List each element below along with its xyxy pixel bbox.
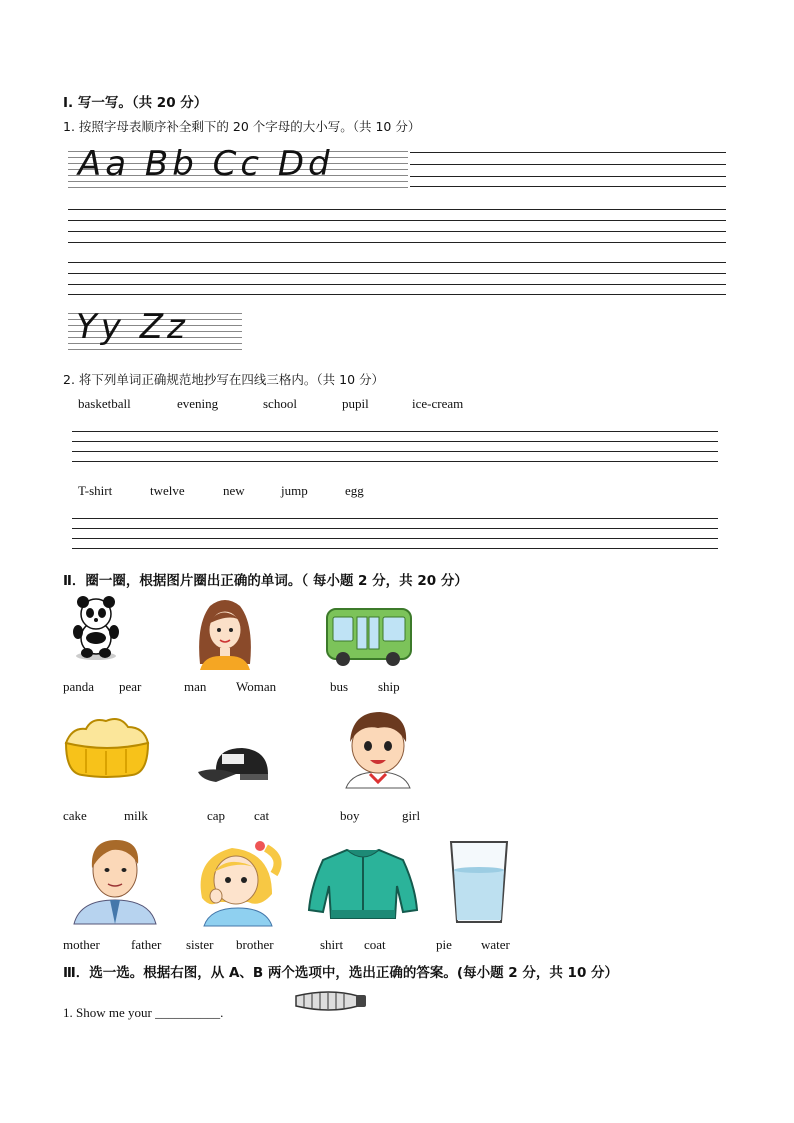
word-option[interactable]: father (131, 937, 162, 952)
section3-q1: 1. Show me your __________. (63, 1005, 224, 1020)
word-option[interactable]: cake (63, 808, 87, 823)
word-option[interactable]: mother (63, 937, 100, 952)
section2-title: Ⅱ．圈一圈，根据图片圈出正确的单词。（ 每小题 2 分，共 20 分） (63, 573, 468, 589)
word-option[interactable]: cat (254, 808, 270, 823)
word-item: egg (345, 483, 364, 498)
woman-icon (192, 594, 258, 670)
sample-letters-end-box (68, 307, 242, 350)
sample-letters-box (68, 144, 408, 188)
word-item: pupil (342, 396, 369, 411)
water-icon (447, 838, 511, 924)
word-item: T-shirt (78, 483, 113, 498)
word-option[interactable]: cap (207, 808, 226, 823)
cap-icon (196, 744, 270, 784)
word-item: basketball (78, 396, 131, 411)
sister-icon (188, 838, 288, 926)
father-icon (72, 834, 158, 924)
writing-lines-2b (72, 518, 718, 550)
coat-icon (307, 846, 419, 922)
word-item: school (263, 396, 297, 411)
watch-icon (292, 990, 368, 1012)
word-option[interactable]: sister (186, 937, 214, 952)
section1-title: I. 写一写。（共 20 分） (63, 95, 208, 111)
panda-icon (70, 596, 122, 662)
section1-q1: 1. 按照字母表顺序补全剩下的 20 个字母的大小写。（共 10 分） (63, 119, 421, 134)
word-option[interactable]: man (184, 679, 207, 694)
word-item: twelve (150, 483, 185, 498)
word-option[interactable]: pear (119, 679, 142, 694)
section1-q2: 2. 将下列单词正确规范地抄写在四线三格内。（共 10 分） (63, 372, 385, 387)
sample-letters-end: Yy Zz (76, 307, 189, 347)
section3-title: Ⅲ．选一选。根据右图，从 A、B 两个选项中，选出正确的答案。(每小题 2 分，共 10 分） (63, 965, 619, 981)
word-option[interactable]: bus (330, 679, 349, 694)
word-item: new (223, 483, 245, 498)
sample-letters-start: Aa Bb Cc Dd (78, 144, 334, 184)
word-item: evening (177, 396, 219, 411)
word-option[interactable]: girl (402, 808, 421, 823)
word-option[interactable]: pie (436, 937, 452, 952)
word-option[interactable]: ship (378, 679, 400, 694)
word-option[interactable]: brother (236, 937, 274, 952)
writing-lines-1c (68, 262, 726, 298)
word-option[interactable]: milk (124, 808, 148, 823)
cake-icon (62, 713, 152, 779)
bus-icon (325, 605, 413, 667)
word-item: jump (281, 483, 308, 498)
word-option[interactable]: boy (340, 808, 360, 823)
boy-icon (338, 708, 418, 788)
writing-lines-1a (410, 152, 726, 188)
word-option[interactable]: water (481, 937, 510, 952)
writing-lines-1b (68, 209, 726, 245)
word-option[interactable]: Woman (236, 679, 277, 694)
word-option[interactable]: panda (63, 679, 95, 694)
word-option[interactable]: shirt (320, 937, 344, 952)
word-item: ice-cream (412, 396, 464, 411)
writing-lines-2a (72, 431, 718, 463)
word-option[interactable]: coat (364, 937, 386, 952)
